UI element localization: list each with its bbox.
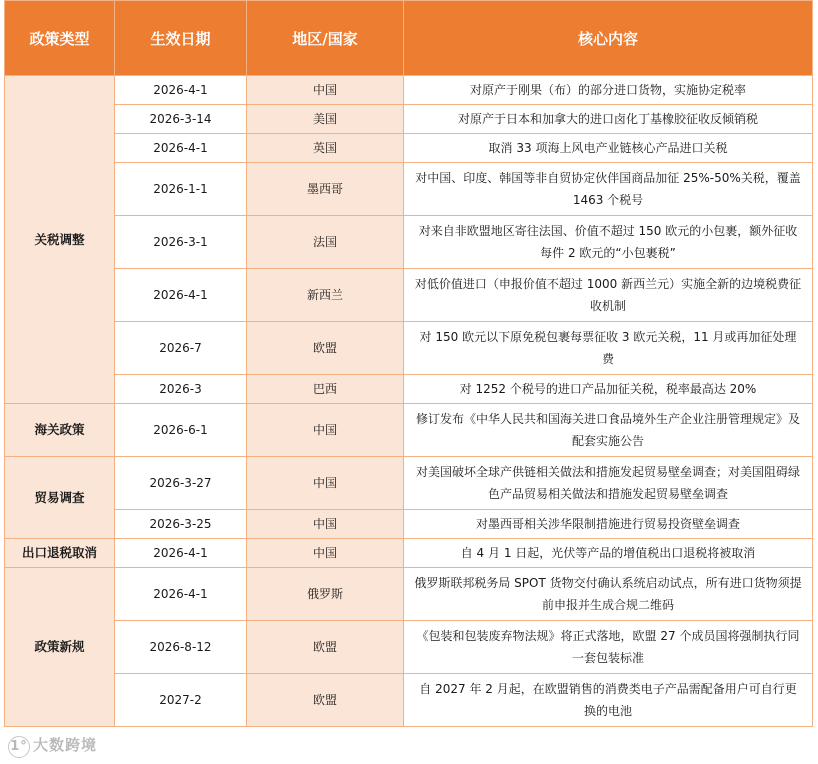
- table-row: [5, 322, 813, 375]
- content-cell: 对墨西哥相关涉华限制措施进行贸易投资壁垒调查: [404, 510, 813, 539]
- region-cell: 中国: [247, 76, 404, 105]
- date-cell: 2026-3-1: [115, 216, 247, 269]
- table-row: [5, 404, 813, 457]
- content-cell: 对 1252 个税号的进口产品加征关税，税率最高达 20%: [404, 375, 813, 404]
- table-row: [5, 674, 813, 727]
- policy-type-cell: 出口退税取消: [5, 539, 115, 568]
- region-cell: 新西兰: [247, 269, 404, 322]
- date-cell: 2026-6-1: [115, 404, 247, 457]
- content-cell: 取消 33 项海上风电产业链核心产品进口关税: [404, 134, 813, 163]
- header-policy-type: 政策类型: [5, 1, 115, 76]
- region-cell: 中国: [247, 510, 404, 539]
- table-row: [5, 457, 813, 510]
- date-cell: 2026-4-1: [115, 568, 247, 621]
- policy-type-cell: 贸易调查: [5, 457, 115, 539]
- table-row: [5, 539, 813, 568]
- date-cell: 2026-3-27: [115, 457, 247, 510]
- header-row: [5, 1, 813, 76]
- watermark-text: 大数跨境: [33, 736, 98, 754]
- header-content: 核心内容: [404, 1, 813, 76]
- date-cell: 2026-7: [115, 322, 247, 375]
- date-cell: 2026-4-1: [115, 539, 247, 568]
- content-cell: 对中国、印度、韩国等非自贸协定伙伴国商品加征 25%-50%关税，覆盖 1463 个税号: [404, 163, 813, 216]
- content-cell: 对低价值进口（申报价值不超过 1000 新西兰元）实施全新的边境税费征收机制: [404, 269, 813, 322]
- region-cell: 英国: [247, 134, 404, 163]
- region-cell: 中国: [247, 404, 404, 457]
- content-cell: 自 4 月 1 日起，光伏等产品的增值税出口退税将被取消: [404, 539, 813, 568]
- region-cell: 美国: [247, 105, 404, 134]
- table-row: [5, 216, 813, 269]
- table-row: [5, 105, 813, 134]
- table-row: [5, 375, 813, 404]
- table-row: [5, 621, 813, 674]
- region-cell: 欧盟: [247, 322, 404, 375]
- region-cell: 欧盟: [247, 674, 404, 727]
- content-cell: 《包装和包装废弃物法规》将正式落地，欧盟 27 个成员国将强制执行同一套包装标准: [404, 621, 813, 674]
- date-cell: 2026-3-25: [115, 510, 247, 539]
- content-cell: 修订发布《中华人民共和国海关进口食品境外生产企业注册管理规定》及配套实施公告: [404, 404, 813, 457]
- table-row: [5, 134, 813, 163]
- region-cell: 欧盟: [247, 621, 404, 674]
- date-cell: 2026-3-14: [115, 105, 247, 134]
- table-row: [5, 163, 813, 216]
- watermark: [8, 734, 97, 758]
- region-cell: 中国: [247, 457, 404, 510]
- region-cell: 巴西: [247, 375, 404, 404]
- region-cell: 法国: [247, 216, 404, 269]
- region-cell: 中国: [247, 539, 404, 568]
- content-cell: 对来自非欧盟地区寄往法国、价值不超过 150 欧元的小包裹，额外征收每件 2 欧元的“小包裹税”: [404, 216, 813, 269]
- table-row: [5, 568, 813, 621]
- date-cell: 2027-2: [115, 674, 247, 727]
- date-cell: 2026-8-12: [115, 621, 247, 674]
- header-region: 地区/国家: [247, 1, 404, 76]
- date-cell: 2026-4-1: [115, 134, 247, 163]
- date-cell: 2026-4-1: [115, 76, 247, 105]
- table-row: [5, 510, 813, 539]
- policy-type-cell: 海关政策: [5, 404, 115, 457]
- policy-table-container: [4, 0, 812, 760]
- policy-type-cell: 关税调整: [5, 76, 115, 404]
- content-cell: 对原产于刚果（布）的部分进口货物，实施协定税率: [404, 76, 813, 105]
- policy-table: [4, 0, 813, 727]
- date-cell: 2026-1-1: [115, 163, 247, 216]
- content-cell: 对原产于日本和加拿大的进口卤化丁基橡胶征收反倾销税: [404, 105, 813, 134]
- content-cell: 对美国破坏全球产供链相关做法和措施发起贸易壁垒调查；对美国阻碍绿色产品贸易相关做法和措施发起贸易壁垒调查: [404, 457, 813, 510]
- date-cell: 2026-3: [115, 375, 247, 404]
- date-cell: 2026-4-1: [115, 269, 247, 322]
- content-cell: 对 150 欧元以下原免税包裹每票征收 3 欧元关税，11 月或再加征处理费: [404, 322, 813, 375]
- region-cell: 墨西哥: [247, 163, 404, 216]
- region-cell: 俄罗斯: [247, 568, 404, 621]
- table-row: [5, 76, 813, 105]
- content-cell: 自 2027 年 2 月起，在欧盟销售的消费类电子产品需配备用户可自行更换的电池: [404, 674, 813, 727]
- header-effective-date: 生效日期: [115, 1, 247, 76]
- content-cell: 俄罗斯联邦税务局 SPOT 货物交付确认系统启动试点，所有进口货物须提前申报并生成合规二维码: [404, 568, 813, 621]
- table-row: [5, 269, 813, 322]
- policy-type-cell: 政策新规: [5, 568, 115, 727]
- watermark-logo-icon: 1°: [8, 736, 30, 758]
